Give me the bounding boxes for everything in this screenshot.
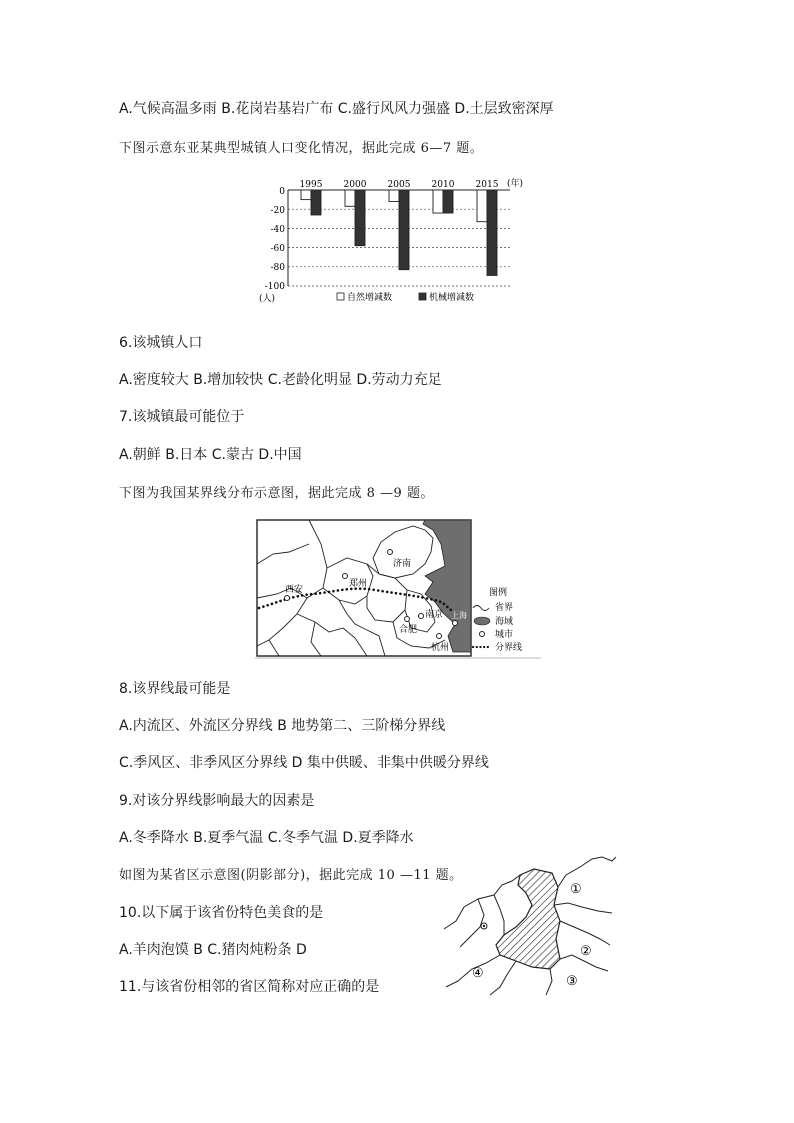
legend	[337, 291, 474, 303]
legend-city-symbol	[480, 632, 485, 637]
bar-mechanical-1995	[311, 190, 321, 215]
bar-mechanical-2005	[399, 190, 409, 270]
bar-natural-2000	[345, 190, 355, 206]
legend-label-mechanical: 机械增减数	[429, 293, 475, 303]
region-label-2: ②	[580, 944, 592, 959]
legend-sea-symbol	[474, 617, 490, 625]
region-label-4: ④	[472, 966, 484, 981]
q8-options-cd: C.季风区、非季风区分界线 D 集中供暖、非集中供暖分界线	[119, 755, 489, 771]
y-tick-label: -100	[264, 282, 285, 292]
x-tick-label-2000: 2000	[343, 180, 367, 190]
city-jinan: 济南	[393, 559, 412, 569]
q8-stem: 8.该界线最可能是	[119, 681, 231, 697]
population-chart	[255, 176, 525, 306]
legend-border-symbol	[473, 606, 489, 611]
y-tick-label: -60	[270, 244, 285, 254]
q7-options: A.朝鲜 B.日本 C.蒙古 D.中国	[119, 447, 302, 463]
q9-stem: 9.对该分界线影响最大的因素是	[119, 793, 315, 809]
city-nanjing: 南京	[425, 610, 444, 620]
legend-swatch-natural	[337, 293, 344, 300]
legend-border-label: 省界	[495, 603, 514, 613]
bars	[301, 190, 497, 275]
q11-stem: 11.与该省份相邻的省区简称对应正确的是	[119, 979, 380, 995]
region-label-1: ①	[570, 882, 582, 897]
y-tick-label: 0	[279, 187, 285, 197]
intro-8-9: 下图为我国某界线分布示意图，据此完成 8 —9 题。	[119, 486, 434, 501]
bar-natural-1995	[301, 190, 311, 200]
y-tick-label: -20	[270, 206, 285, 216]
bar-mechanical-2010	[443, 190, 453, 213]
q5-options: A.气候高温多雨 B.花岗岩基岩广布 C.盛行风风力强盛 D.土层致密深厚	[119, 101, 554, 117]
city-hangzhou: 杭州	[431, 643, 450, 653]
q6-options: A.密度较大 B.增加较快 C.老龄化明显 D.劳动力充足	[119, 372, 442, 388]
bar-mechanical-2015	[487, 190, 497, 275]
province-map	[442, 855, 620, 997]
legend-label-natural: 自然增减数	[347, 293, 393, 303]
q10-stem: 10.以下属于该省份特色美食的是	[119, 905, 324, 921]
bar-natural-2010	[433, 190, 443, 213]
map-legend	[473, 586, 522, 653]
bar-natural-2005	[389, 190, 399, 202]
provincial-capital-dot	[483, 925, 485, 927]
intro-10-11: 如图为某省区示意图(阴影部分)，据此完成 10 —11 题。	[119, 868, 463, 883]
x-tick-label-1995: 1995	[299, 180, 323, 190]
legend-line-label: 分界线	[495, 643, 523, 653]
city-shanghai: 上海	[451, 611, 467, 620]
q7-stem: 7.该城镇最可能位于	[119, 409, 245, 425]
boundary-map	[255, 518, 543, 660]
y-axis-ticks	[265, 187, 286, 292]
x-tick-labels	[300, 180, 499, 190]
y-unit-label: (人)	[259, 294, 276, 304]
legend-swatch-mechanical	[419, 293, 426, 300]
q9-options: A.冬季降水 B.夏季气温 C.冬季气温 D.夏季降水	[119, 830, 414, 846]
intro-6-7: 下图示意东亚某典型城镇人口变化情况，据此完成 6—7 题。	[119, 141, 484, 156]
region-label-3: ③	[566, 974, 578, 989]
q10-options: A.羊肉泡馍 B C.猪肉炖粉条 D	[119, 942, 307, 958]
bar-natural-2015	[477, 190, 487, 222]
legend-title: 图例	[489, 588, 508, 598]
x-tick-label-2015: 2015	[475, 180, 499, 190]
city-hefei: 合肥	[399, 625, 418, 635]
q8-options-ab: A.内流区、外流区分界线 B 地势第二、三阶梯分界线	[119, 718, 446, 734]
bar-mechanical-2000	[355, 190, 365, 246]
city-zhengzhou: 郑州	[349, 579, 368, 589]
q6-stem: 6.该城镇人口	[119, 335, 203, 351]
y-tick-label: -80	[270, 263, 285, 273]
y-tick-label: -40	[270, 225, 285, 235]
legend-city-label: 城市	[495, 630, 514, 640]
x-tick-label-2010: 2010	[431, 180, 455, 190]
legend-sea-label: 海域	[495, 617, 514, 627]
x-tick-label-2005: 2005	[387, 180, 411, 190]
x-unit-label: (年)	[507, 179, 524, 189]
city-xian: 西安	[285, 585, 304, 595]
